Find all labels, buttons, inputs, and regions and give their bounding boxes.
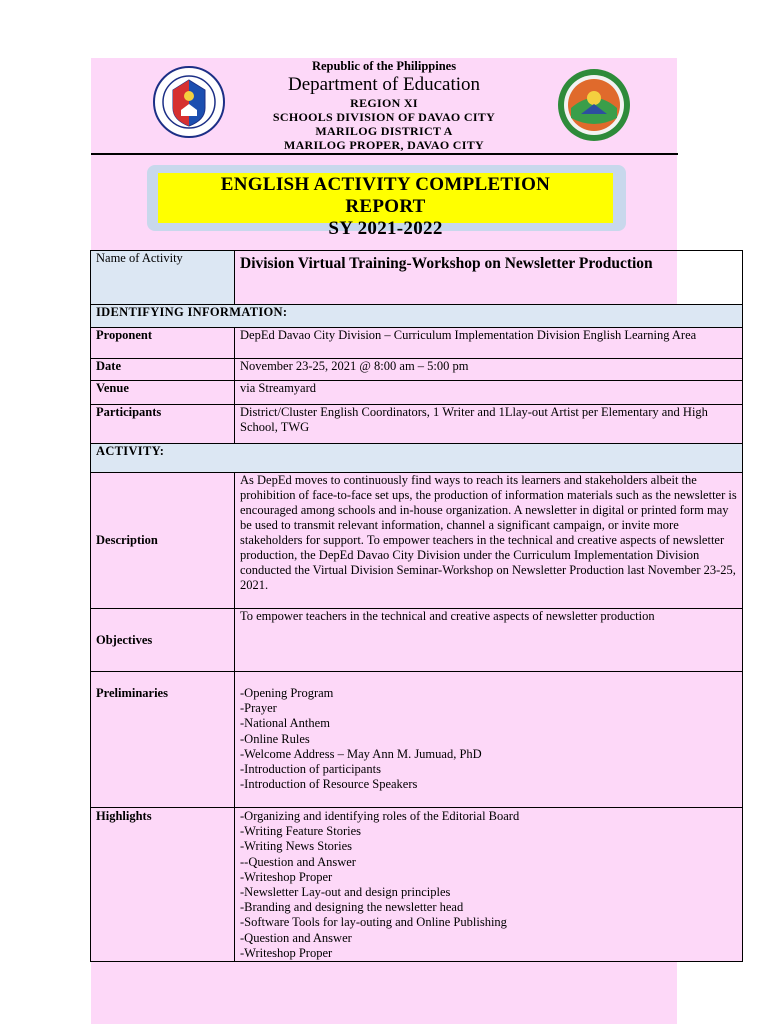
list-item: -Writeshop Proper: [240, 869, 333, 884]
title-line-1: ENGLISH ACTIVITY COMPLETION: [220, 174, 551, 195]
objectives-value: To empower teachers in the technical and creative aspects of newsletter production: [235, 609, 743, 672]
list-item: -Writeshop Proper: [240, 945, 333, 960]
table-row: [91, 381, 743, 405]
proponent-value: DepEd Davao City Division – Curriculum Implementation Division English Learning Area: [235, 328, 743, 359]
report-title-highlight: [158, 173, 613, 239]
list-item: -Writing Feature Stories: [240, 824, 361, 839]
report-title: [158, 174, 613, 240]
report-title-frame: [147, 165, 626, 239]
date-label: Date: [91, 359, 235, 381]
activity-header: ACTIVITY:: [91, 444, 743, 473]
activity-name-text: Division Virtual Training-Workshop on Newsletter Production: [240, 255, 653, 272]
list-item: -Welcome Address – May Ann M. Jumuad, PhD: [240, 746, 482, 761]
list-item: --Question and Answer: [240, 854, 356, 869]
table-row: [91, 672, 743, 808]
table-row: [91, 444, 743, 473]
list-item: -Opening Program: [240, 686, 334, 700]
preliminaries-list: [235, 672, 743, 808]
list-item: -Organizing and identifying roles of the Editorial Board: [240, 809, 520, 823]
list-item: -Question and Answer: [240, 930, 352, 945]
objectives-label: Objectives: [91, 609, 235, 672]
list-item: -Introduction of Resource Speakers: [240, 777, 418, 792]
list-item: -Online Rules: [240, 731, 310, 746]
identifying-info-header: IDENTIFYING INFORMATION:: [91, 305, 743, 328]
table-row: [91, 405, 743, 444]
highlights-list: [235, 808, 743, 962]
department-line: Department of Education: [287, 74, 481, 95]
participants-value: District/Cluster English Coordinators, 1 Writer and 1Llay-out Artist per Elementary and High School, TWG: [235, 405, 743, 444]
title-line-2: REPORT: [345, 196, 426, 217]
list-item: -Prayer: [240, 701, 277, 716]
table-row: [91, 328, 743, 359]
header-divider: [91, 153, 678, 155]
title-line-3: SY 2021-2022: [328, 218, 443, 239]
division-line: SCHOOLS DIVISION OF DAVAO CITY: [272, 110, 496, 124]
letterhead: [91, 58, 677, 154]
table-row: [91, 808, 743, 962]
activity-name-label: Name of Activity: [91, 251, 235, 305]
region-line: REGION XI: [350, 96, 418, 110]
list-item: -Writing News Stories: [240, 839, 352, 854]
list-item: -Introduction of participants: [240, 762, 381, 777]
district-line: MARILOG DISTRICT A: [315, 124, 453, 138]
venue-label: Venue: [91, 381, 235, 405]
participants-label: Participants: [91, 405, 235, 444]
table-row: [91, 359, 743, 381]
activity-name-value: [235, 251, 743, 305]
description-label: Description: [91, 473, 235, 609]
report-table: [90, 250, 743, 962]
list-item: -Branding and designing the newsletter head: [240, 900, 464, 915]
highlights-label: Highlights: [91, 808, 235, 962]
description-value: As DepEd moves to continuously find ways to reach its learners and stakeholders albeit the prohibition of face-to-face set ups, the production of information materials such as the newsletter is encouraged among schools and in-house organization. A newsletter in digital or printed form may be used to transmit relevant information, channel a significant campaign, or invite more stakeholders for support. To empower teachers in the technical and creative aspects of newsletter production, the DepEd Davao City Division under the Curriculum Implementation Division conducted the Virtual Division Seminar-Workshop on Newsletter Production last November 23-25, 2021.: [235, 473, 743, 609]
table-row: [91, 473, 743, 609]
list-item: -National Anthem: [240, 716, 330, 731]
table-row: [91, 251, 743, 305]
date-value: November 23-25, 2021 @ 8:00 am – 5:00 pm: [235, 359, 743, 381]
proponent-label: Proponent: [91, 328, 235, 359]
venue-value: via Streamyard: [235, 381, 743, 405]
preliminaries-label: Preliminaries: [91, 672, 235, 808]
table-row: [91, 609, 743, 672]
location-line: MARILOG PROPER, DAVAO CITY: [283, 138, 485, 152]
list-item: -Software Tools for lay-outing and Online Publishing: [240, 915, 507, 930]
republic-line: Republic of the Philippines: [311, 59, 457, 73]
list-item: -Newsletter Lay-out and design principles: [240, 885, 451, 900]
table-row: [91, 305, 743, 328]
